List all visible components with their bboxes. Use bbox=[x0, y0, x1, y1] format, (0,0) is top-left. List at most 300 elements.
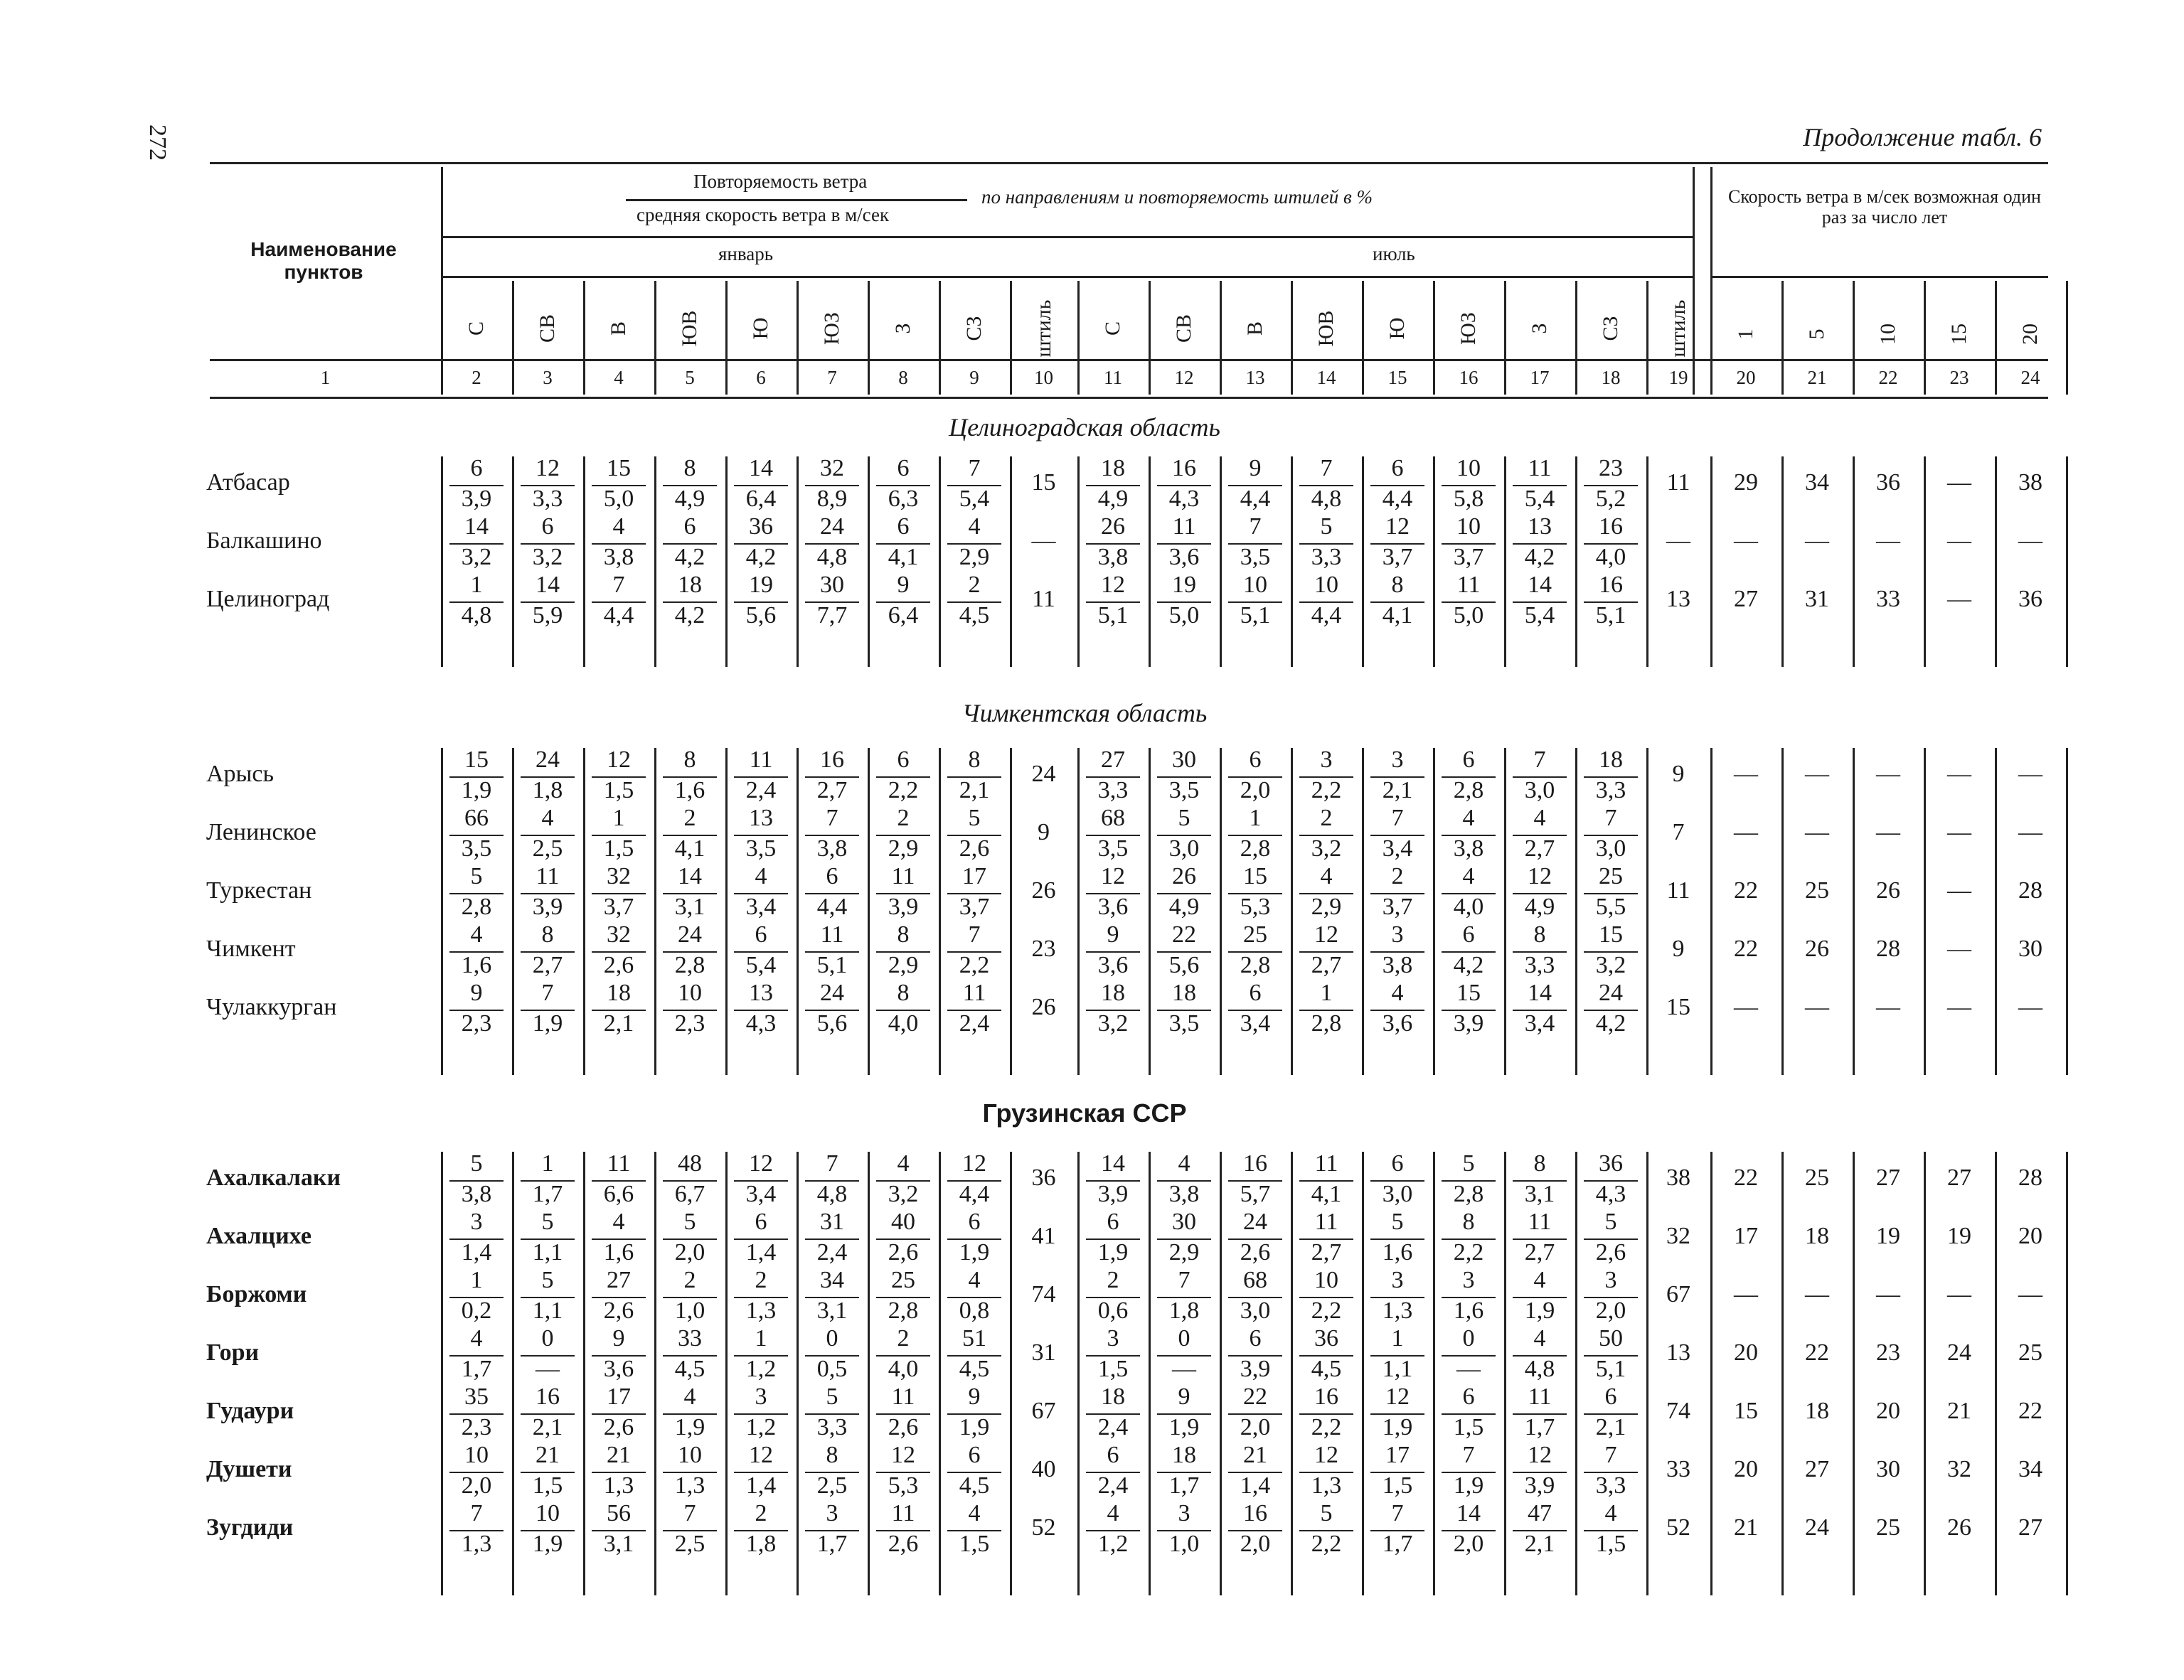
fraction-value: 11 bbox=[1528, 1384, 1552, 1410]
section-title: Чимкентская область bbox=[962, 699, 1208, 727]
fraction-value: 13 bbox=[749, 980, 773, 1006]
column-rule bbox=[2066, 281, 2068, 395]
fraction-value: 6 bbox=[1604, 1384, 1617, 1410]
page-number: 272 bbox=[144, 124, 171, 161]
speed-value: — bbox=[1947, 1281, 1971, 1307]
fraction-value: 1,9 bbox=[674, 1414, 705, 1440]
fraction-value: 4 bbox=[541, 805, 554, 831]
speed-value: — bbox=[1805, 994, 1829, 1020]
fraction-value: 3 bbox=[1391, 747, 1404, 773]
speed-value: 19 bbox=[1947, 1223, 1971, 1249]
speed-value: 28 bbox=[2018, 1165, 2042, 1191]
speed-value: 15 bbox=[1734, 1398, 1758, 1424]
speed-value: 20 bbox=[2018, 1223, 2042, 1249]
fraction-value: 30 bbox=[820, 572, 844, 598]
station-name: Туркестан bbox=[206, 877, 312, 904]
speed-value: 27 bbox=[1734, 586, 1758, 612]
fraction-value: 16 bbox=[1172, 455, 1196, 481]
fraction-value: 2 bbox=[683, 1267, 696, 1293]
fraction-value: 15 bbox=[1599, 921, 1623, 948]
fraction-value: 16 bbox=[1314, 1384, 1338, 1410]
column-number: 18 bbox=[1601, 367, 1621, 388]
fraction-value: 1,0 bbox=[1168, 1531, 1200, 1557]
speed-value: 24 bbox=[1805, 1514, 1829, 1541]
fraction-value: 4 bbox=[470, 1325, 483, 1352]
fraction-value: 4,2 bbox=[674, 602, 705, 628]
column-rule bbox=[1646, 748, 1648, 1075]
fraction-value: 2,4 bbox=[1097, 1414, 1129, 1440]
fraction-value: 2,6 bbox=[603, 952, 634, 978]
fraction-value: 1,4 bbox=[461, 1239, 492, 1266]
column-rule bbox=[1504, 1152, 1506, 1595]
fraction-value: 4,9 bbox=[674, 486, 705, 512]
fraction-value: 5,1 bbox=[1097, 602, 1129, 628]
fraction-value: 68 bbox=[1243, 1267, 1267, 1293]
fraction-value: 2,0 bbox=[461, 1472, 492, 1499]
fraction-value: 1,6 bbox=[674, 777, 705, 803]
fraction-value: 3,9 bbox=[1524, 1472, 1555, 1499]
fraction-value: 3,5 bbox=[745, 835, 777, 862]
fraction-value: 3,3 bbox=[1524, 952, 1555, 978]
calm-value: 26 bbox=[1031, 994, 1056, 1020]
speed-value: — bbox=[1947, 877, 1971, 904]
fraction-value: 2,6 bbox=[888, 1414, 919, 1440]
column-rule bbox=[939, 1152, 941, 1595]
fraction-value: 2,0 bbox=[1595, 1298, 1626, 1324]
fraction-value: 31 bbox=[820, 1209, 844, 1235]
fraction-value: 7 bbox=[1249, 513, 1262, 540]
fraction-value: 2,0 bbox=[1240, 1531, 1271, 1557]
fraction-value: 5,6 bbox=[816, 1010, 848, 1037]
column-rule bbox=[939, 748, 941, 1075]
column-rule bbox=[654, 456, 656, 667]
column-rule bbox=[2066, 456, 2068, 667]
fraction-value: 8 bbox=[826, 1442, 838, 1468]
station-name: Целиноград bbox=[206, 586, 330, 612]
direction-label: СВ bbox=[536, 314, 559, 343]
fraction-value: 3,3 bbox=[816, 1414, 848, 1440]
fraction-value: 1,2 bbox=[745, 1414, 777, 1440]
fraction-value: 6 bbox=[1462, 1384, 1475, 1410]
column-rule bbox=[1362, 456, 1364, 667]
fraction-value: 3,1 bbox=[816, 1298, 848, 1324]
fraction-value: 2,9 bbox=[888, 952, 919, 978]
fraction-value: 3,9 bbox=[888, 894, 919, 920]
fraction-value: 2,6 bbox=[959, 835, 990, 862]
fraction-value: 2 bbox=[968, 572, 981, 598]
direction-label: В bbox=[607, 321, 630, 336]
fraction-value: 0,8 bbox=[959, 1298, 990, 1324]
fraction-value: 3,8 bbox=[603, 544, 634, 570]
fraction-value: 6 bbox=[1107, 1442, 1119, 1468]
speed-value: 22 bbox=[2018, 1398, 2042, 1424]
speed-value: 27 bbox=[1876, 1165, 1900, 1191]
column-rule bbox=[868, 281, 870, 395]
fraction-value: 7 bbox=[1391, 805, 1404, 831]
fraction-value: 1,6 bbox=[1453, 1298, 1484, 1324]
column-number: 19 bbox=[1668, 367, 1688, 388]
fraction-value: 3,3 bbox=[1595, 1472, 1626, 1499]
fraction-value: 5,0 bbox=[1453, 602, 1484, 628]
fraction-value: 4,2 bbox=[1453, 952, 1484, 978]
fraction-value: 3 bbox=[1320, 747, 1333, 773]
direction-label: ЮЗ bbox=[1456, 312, 1480, 345]
fraction-value: 4 bbox=[968, 1267, 981, 1293]
fraction-value: 6 bbox=[1462, 747, 1475, 773]
fraction-value: 2,9 bbox=[888, 835, 919, 862]
fraction-value: 3,4 bbox=[1382, 835, 1413, 862]
direction-label: Ю bbox=[1385, 317, 1409, 340]
fraction-value: 10 bbox=[536, 1500, 560, 1526]
fraction-value: 3,6 bbox=[1168, 544, 1200, 570]
fraction-value: 1 bbox=[1249, 805, 1262, 831]
continuation-caption: Продолжение табл. 6 bbox=[1803, 123, 2042, 151]
fraction-value: 1,5 bbox=[1097, 1356, 1129, 1382]
fraction-value: 32 bbox=[820, 455, 844, 481]
fraction-value: 2,6 bbox=[888, 1531, 919, 1557]
years-label: 10 bbox=[1876, 323, 1900, 345]
fraction-value: 1 bbox=[612, 805, 625, 831]
speed-value: 26 bbox=[1876, 877, 1900, 904]
fraction-value: 9 bbox=[612, 1325, 625, 1352]
years-label: 15 bbox=[1947, 323, 1971, 345]
fraction-value: 3,2 bbox=[1595, 952, 1626, 978]
fraction-value: 1,7 bbox=[532, 1181, 563, 1207]
fraction-value: 2,6 bbox=[888, 1239, 919, 1266]
fraction-value: 2,2 bbox=[1453, 1239, 1484, 1266]
fraction-value: 14 bbox=[678, 863, 702, 889]
fraction-value: 5,2 bbox=[1595, 486, 1626, 512]
fraction-value: 4,1 bbox=[1311, 1181, 1342, 1207]
fraction-value: 3,0 bbox=[1595, 835, 1626, 862]
speed-value: — bbox=[1734, 1281, 1758, 1307]
fraction-value: 2,1 bbox=[1524, 1531, 1555, 1557]
calm-value: 11 bbox=[1032, 586, 1055, 612]
fraction-value: 3,1 bbox=[674, 894, 705, 920]
column-rule bbox=[868, 748, 870, 1075]
fraction-value: 1,7 bbox=[461, 1356, 492, 1382]
speed-value: — bbox=[1947, 994, 1971, 1020]
column-number: 20 bbox=[1736, 367, 1756, 388]
fraction-value: 50 bbox=[1599, 1325, 1623, 1352]
column-number: 5 bbox=[685, 367, 695, 388]
speed-value: — bbox=[1734, 761, 1758, 787]
fraction-value: 1,9 bbox=[1097, 1239, 1129, 1266]
fraction-value: 11 bbox=[891, 1384, 915, 1410]
fraction-value: 5,0 bbox=[1168, 602, 1200, 628]
station-name: Арысь bbox=[206, 761, 274, 787]
fraction-value: 4,0 bbox=[1453, 894, 1484, 920]
fraction-value: 14 bbox=[536, 572, 560, 598]
fraction-value: 7 bbox=[683, 1500, 696, 1526]
fraction-value: 3,3 bbox=[1311, 544, 1342, 570]
fraction-value: 51 bbox=[962, 1325, 986, 1352]
fraction-value: 15 bbox=[1456, 980, 1481, 1006]
fraction-value: 33 bbox=[678, 1325, 702, 1352]
fraction-value: 18 bbox=[607, 980, 631, 1006]
fraction-value: 4,3 bbox=[1595, 1181, 1626, 1207]
fraction-value: 2,3 bbox=[461, 1414, 492, 1440]
fraction-value: 5 bbox=[1320, 1500, 1333, 1526]
fraction-value: 4 bbox=[897, 1150, 910, 1177]
fraction-value: 17 bbox=[1385, 1442, 1410, 1468]
fraction-value: 3,8 bbox=[1168, 1181, 1200, 1207]
fraction-value: 18 bbox=[1172, 1442, 1196, 1468]
speed-value: 25 bbox=[1805, 1165, 1829, 1191]
station-name: Ленинское bbox=[206, 819, 316, 845]
calm-value: 26 bbox=[1031, 877, 1056, 904]
fraction-value: 1 bbox=[541, 1150, 554, 1177]
fraction-value: 2,6 bbox=[1240, 1239, 1271, 1266]
fraction-value: 4,2 bbox=[1524, 544, 1555, 570]
column-rule bbox=[1077, 1152, 1080, 1595]
column-rule bbox=[1710, 748, 1712, 1075]
fraction-value: 1,5 bbox=[1382, 1472, 1413, 1499]
speed-value: 38 bbox=[2018, 469, 2042, 496]
fraction-value: 1,9 bbox=[1382, 1414, 1413, 1440]
years-label: 20 bbox=[2018, 323, 2042, 345]
fraction-value: 1,0 bbox=[674, 1298, 705, 1324]
speed-value: 30 bbox=[1876, 1456, 1900, 1482]
fraction-value: 3,5 bbox=[1240, 544, 1271, 570]
fraction-value: 1,8 bbox=[532, 777, 563, 803]
fraction-value: 5,4 bbox=[745, 952, 777, 978]
fraction-value: 6 bbox=[897, 455, 910, 481]
fraction-value: 3,9 bbox=[1453, 1010, 1484, 1037]
speed-value: 20 bbox=[1734, 1339, 1758, 1366]
column-rule bbox=[725, 748, 728, 1075]
fraction-value: 12 bbox=[749, 1150, 773, 1177]
fraction-value: 4 bbox=[1178, 1150, 1190, 1177]
july-label: июль bbox=[1373, 243, 1415, 264]
fraction-value: 6 bbox=[1249, 1325, 1262, 1352]
column-rule bbox=[441, 456, 443, 667]
fraction-value: 1,6 bbox=[603, 1239, 634, 1266]
fraction-value: 3,7 bbox=[1453, 544, 1484, 570]
fraction-value: 32 bbox=[607, 921, 631, 948]
fraction-value: 5,6 bbox=[1168, 952, 1200, 978]
column-rule bbox=[2066, 1152, 2068, 1595]
fraction-value: 4 bbox=[1604, 1500, 1617, 1526]
fraction-value: 3 bbox=[1462, 1267, 1475, 1293]
fraction-value: 2,7 bbox=[1311, 1239, 1342, 1266]
column-rule bbox=[1433, 1152, 1435, 1595]
fraction-value: 0 bbox=[1462, 1325, 1475, 1352]
fraction-value: 13 bbox=[1528, 513, 1552, 540]
fraction-value: 25 bbox=[1599, 863, 1623, 889]
fraction-value: 3,8 bbox=[1097, 544, 1129, 570]
fraction-value: 6 bbox=[755, 921, 767, 948]
fraction-value: 6 bbox=[968, 1209, 981, 1235]
fraction-value: 3,8 bbox=[1382, 952, 1413, 978]
fraction-value: 18 bbox=[1172, 980, 1196, 1006]
speed-value: — bbox=[1947, 528, 1971, 554]
column-rule bbox=[1646, 1152, 1648, 1595]
fraction-value: 5 bbox=[1604, 1209, 1617, 1235]
fraction-value: 3 bbox=[755, 1384, 767, 1410]
fraction-value: 1,5 bbox=[1595, 1531, 1626, 1557]
fraction-value: 8 bbox=[541, 921, 554, 948]
column-number: 14 bbox=[1316, 367, 1336, 388]
direction-label: В bbox=[1243, 321, 1267, 336]
column-rule bbox=[1291, 281, 1293, 395]
fraction-value: 2,5 bbox=[674, 1531, 705, 1557]
fraction-value: 2 bbox=[755, 1267, 767, 1293]
station-name: Душети bbox=[206, 1456, 292, 1482]
direction-label: штиль bbox=[1666, 299, 1690, 358]
header-span-rule bbox=[441, 236, 1693, 238]
fraction-value: 7 bbox=[612, 572, 625, 598]
fraction-value: 4,4 bbox=[1311, 602, 1342, 628]
column-rule bbox=[441, 1152, 443, 1595]
section-title: Грузинская ССР bbox=[982, 1098, 1187, 1128]
fraction-value: 3,5 bbox=[1168, 777, 1200, 803]
speed-value: 24 bbox=[1947, 1339, 1971, 1366]
fraction-value: 14 bbox=[1101, 1150, 1125, 1177]
fraction-value: 8,9 bbox=[816, 486, 848, 512]
fraction-value: 16 bbox=[536, 1384, 560, 1410]
fraction-value: 6 bbox=[755, 1209, 767, 1235]
column-rule bbox=[1924, 281, 1926, 395]
column-rule bbox=[1995, 281, 1997, 395]
fraction-value: 4,2 bbox=[745, 544, 777, 570]
fraction-value: 4,4 bbox=[603, 602, 634, 628]
fraction-denominator: средняя скорость ветра в м/сек bbox=[636, 204, 890, 225]
speed-value: 21 bbox=[1947, 1398, 1971, 1424]
fraction-value: 2,1 bbox=[532, 1414, 563, 1440]
fraction-value: 2,8 bbox=[1453, 777, 1484, 803]
column-number: 22 bbox=[1878, 367, 1898, 388]
fraction-value: 4 bbox=[968, 513, 981, 540]
speed-value: 21 bbox=[1734, 1514, 1758, 1541]
speed-value: 23 bbox=[1876, 1339, 1900, 1366]
fraction-value: 16 bbox=[820, 747, 844, 773]
fraction-value: 3,0 bbox=[1168, 835, 1200, 862]
fraction-value: 2,4 bbox=[1097, 1472, 1129, 1499]
fraction-value: 6 bbox=[541, 513, 554, 540]
column-number: 17 bbox=[1530, 367, 1550, 388]
column-rule bbox=[1433, 748, 1435, 1075]
fraction-value: 2 bbox=[1391, 863, 1404, 889]
fraction-value: 9 bbox=[1178, 1384, 1190, 1410]
fraction-value: 4,3 bbox=[1168, 486, 1200, 512]
fraction-value: 1,3 bbox=[745, 1298, 777, 1324]
fraction-value: 9 bbox=[470, 980, 483, 1006]
fraction-value: 1,3 bbox=[1311, 1472, 1342, 1499]
fraction-value: 14 bbox=[1456, 1500, 1481, 1526]
column-rule bbox=[1149, 456, 1151, 667]
fraction-value: 4 bbox=[1462, 863, 1475, 889]
fraction-value: 3,1 bbox=[1524, 1181, 1555, 1207]
column-rule bbox=[1646, 456, 1648, 667]
fraction-value: 2,9 bbox=[1311, 894, 1342, 920]
column-number: 16 bbox=[1459, 367, 1479, 388]
fraction-value: 3,3 bbox=[532, 486, 563, 512]
fraction-value: 10 bbox=[1243, 572, 1267, 598]
fraction-value: 3,7 bbox=[603, 894, 634, 920]
fraction-value: 7 bbox=[1391, 1500, 1404, 1526]
calm-value: 15 bbox=[1666, 994, 1690, 1020]
fraction-value: 5 bbox=[1320, 513, 1333, 540]
fraction-value: 34 bbox=[820, 1267, 844, 1293]
fraction-value: 1,1 bbox=[532, 1298, 563, 1324]
fraction-value: 3,7 bbox=[959, 894, 990, 920]
column-rule bbox=[797, 1152, 799, 1595]
calm-value: 31 bbox=[1031, 1339, 1056, 1366]
calm-value: 23 bbox=[1031, 936, 1056, 962]
fraction-value: 2,1 bbox=[603, 1010, 634, 1037]
calm-value: 15 bbox=[1031, 469, 1056, 496]
fraction-value: 40 bbox=[891, 1209, 915, 1235]
direction-label: Ю bbox=[749, 317, 772, 340]
speed-value: — bbox=[1876, 528, 1900, 554]
fraction-value: 5 bbox=[683, 1209, 696, 1235]
column-number: 3 bbox=[543, 367, 553, 388]
fraction-value: 6 bbox=[1391, 1150, 1404, 1177]
header-mid-rule bbox=[210, 359, 2048, 361]
fraction-value: 4 bbox=[612, 513, 625, 540]
speed-value: 26 bbox=[1947, 1514, 1971, 1541]
fraction-value: 8 bbox=[683, 455, 696, 481]
fraction-value: 2,0 bbox=[1240, 1414, 1271, 1440]
fraction-value: 18 bbox=[1101, 980, 1125, 1006]
column-number: 8 bbox=[898, 367, 908, 388]
fraction-value: 11 bbox=[891, 1500, 915, 1526]
fraction-value: 1,6 bbox=[1382, 1239, 1413, 1266]
fraction-value: 19 bbox=[1172, 572, 1196, 598]
fraction-value: 2,2 bbox=[1311, 1414, 1342, 1440]
calm-value: — bbox=[1031, 528, 1056, 554]
column-rule bbox=[1077, 281, 1080, 395]
fraction-value: 2,8 bbox=[1453, 1181, 1484, 1207]
fraction-value: 1,3 bbox=[674, 1472, 705, 1499]
fraction-value: 3,3 bbox=[1097, 777, 1129, 803]
fraction-value: 4,8 bbox=[1524, 1356, 1555, 1382]
fraction-value: 6 bbox=[897, 747, 910, 773]
column-rule bbox=[2066, 748, 2068, 1075]
fraction-numerator: Повторяемость ветра bbox=[693, 171, 868, 192]
fraction-value: 24 bbox=[678, 921, 702, 948]
station-name: Зугдиди bbox=[206, 1514, 294, 1541]
column-rule bbox=[1362, 281, 1364, 395]
header-top-rule bbox=[210, 162, 2048, 164]
fraction-value: 3,8 bbox=[461, 1181, 492, 1207]
column-number: 15 bbox=[1387, 367, 1407, 388]
speed-value: 34 bbox=[2018, 1456, 2042, 1482]
fraction-value: 11 bbox=[820, 921, 844, 948]
fraction-value: 11 bbox=[891, 863, 915, 889]
speed-value: — bbox=[1876, 761, 1900, 787]
speed-value: 32 bbox=[1947, 1456, 1971, 1482]
fraction-value: 3,9 bbox=[461, 486, 492, 512]
fraction-value: 15 bbox=[607, 455, 631, 481]
fraction-value: 4,5 bbox=[959, 602, 990, 628]
fraction-value: 3,4 bbox=[1524, 1010, 1555, 1037]
column-rule bbox=[1010, 281, 1012, 395]
fraction-value: 56 bbox=[607, 1500, 631, 1526]
fraction-value: 4,2 bbox=[674, 544, 705, 570]
fraction-value: 21 bbox=[536, 1442, 560, 1468]
column-rule bbox=[1710, 456, 1712, 667]
fraction-value: 2,8 bbox=[1311, 1010, 1342, 1037]
fraction-value: 2,2 bbox=[1311, 1531, 1342, 1557]
column-rule bbox=[868, 1152, 870, 1595]
speed-value: 27 bbox=[1805, 1456, 1829, 1482]
fraction-value: 22 bbox=[1172, 921, 1196, 948]
fraction-value: 6,3 bbox=[888, 486, 919, 512]
fraction-value: 10 bbox=[678, 980, 702, 1006]
direction-label: ЮВ bbox=[1314, 310, 1338, 347]
